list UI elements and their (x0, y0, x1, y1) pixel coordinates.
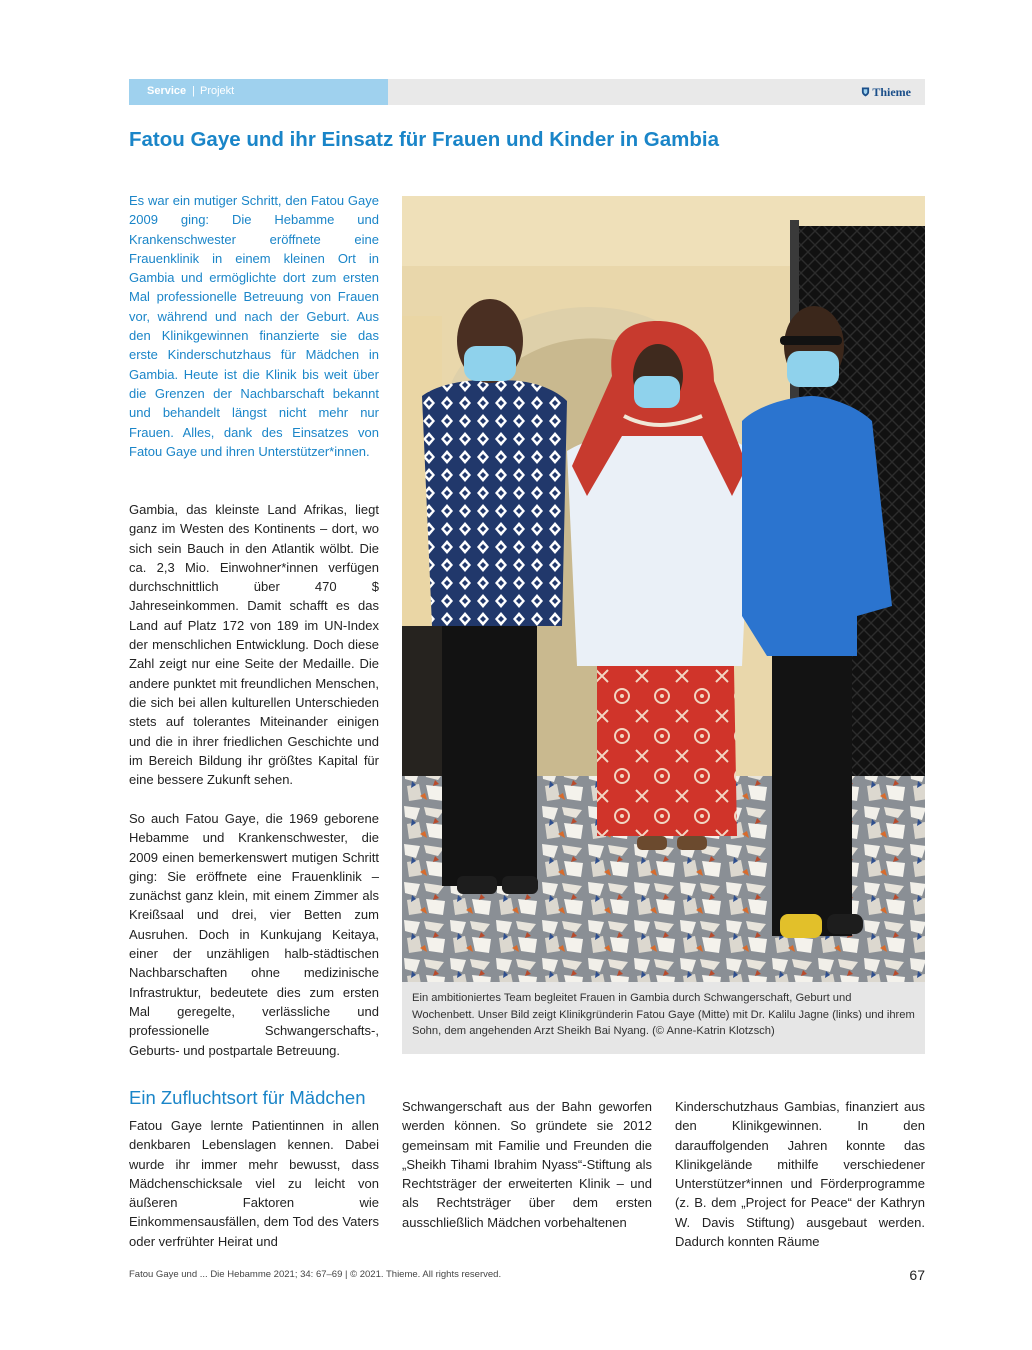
page-number: 67 (909, 1267, 925, 1283)
section-text-3: Kinderschutzhaus Gambias, finanziert aus den Klinikgewinnen. In den darauffolgenden Jahren konnte das Klinikgelände mithilfe verschiedener Unterstützer*innen und Förderprogramme (z. B. dem „Project for Peace“ der Kathryn W. Davis Stiftung) ausgebaut werden. Dadurch konnten Räume (675, 1099, 925, 1250)
section-column-1 (129, 1116, 379, 1251)
thieme-crest-icon (861, 86, 870, 98)
footer-citation: Fatou Gaye und ... Die Hebamme 2021; 34: 67–69 | © 2021. Thieme. All rights reserved. (129, 1269, 502, 1280)
header-separator: | (192, 85, 195, 97)
article-title: Fatou Gaye und ihr Einsatz für Frauen und Kinder in Gambia (129, 128, 720, 151)
header-section-tab (129, 79, 388, 105)
section-column-2 (402, 1097, 652, 1232)
lead-text: Es war ein mutiger Schritt, den Fatou Gaye 2009 ging: Die Hebamme und Krankenschwester eröffnete eine Frauenklinik in einem kleinen Ort in Gambia und ermöglichte dort zum ersten Mal professionelle Betreuung von Frauen vor, während und nach der Geburt. Aus den Klinikgewinnen finanzierte sie das erste Kinderschutzhaus für Mädchen in Gambia. Heute ist die Klinik bis weit über die Grenzen der Nachbarschaft bekannt und behandelt längst nicht mehr nur Frauen. Alles, dank des Einsatzes von Fatou Gaye und ihren Unterstützer*innen. (129, 193, 379, 459)
section-column-3 (675, 1097, 925, 1251)
section-text-1: Fatou Gaye lernte Patientinnen in allen denkbaren Lebenslagen kennen. Dabei wurde ihr immer mehr bewusst, dass Mädchenschicksale viel zu leicht von äußeren Faktoren wie Einkommensausfällen, dem Tod des Vaters oder verfrühter Heirat und (129, 1118, 379, 1249)
section-heading: Ein Zufluchtsort für Mädchen (129, 1087, 366, 1108)
publisher-name: Thieme (872, 84, 911, 99)
header-bar (129, 79, 925, 105)
header-section-label: Service (147, 85, 187, 97)
body-paragraph-2 (129, 809, 379, 1060)
header-subsection-label: Projekt (200, 85, 235, 97)
body-text-2: So auch Fatou Gaye, die 1969 geborene Hebamme und Krankenschwester, die 2009 einen bemerkenswert mutigen Schritt ging: Sie eröffnete eine Frauenklinik – zunächst ganz klein, mit einem Zimmer als Kreißsaal und drei, vier Betten zum Ausruhen. Doch in Kunkujang Keitaya, einer der unzähligen halb-städtischen Nachbarschaften ohne medizinische Infrastruktur, bedeutete dies zum ersten Mal geregelte, verlässliche und professionelle Schwangerschafts-, Geburts- und postpartale Betreuung. (129, 811, 379, 1058)
lead-paragraph (129, 191, 379, 461)
body-paragraph-1 (129, 500, 379, 789)
photo-caption: Ein ambitioniertes Team begleitet Frauen in Gambia durch Schwangerschaft, Geburt und Wochenbett. Unser Bild zeigt Klinikgründerin Fatou Gaye (Mitte) mit Dr. Kalilu Jagne (links) und ihrem Sohn, dem angehenden Arzt Sheikh Bai Nyang. (© Anne-Katrin Klotzsch) (402, 982, 925, 1054)
publisher-logo (861, 84, 911, 100)
body-text-1: Gambia, das kleinste Land Afrikas, liegt ganz im Westen des Kontinents – dort, wo sich sein Bauch in den Atlantik wölbt. Die ca. 2,3 Mio. Einwohner*innen verfügen durchschnittlich über 470 $ Jahreseinkommen. Damit schafft es das Land auf Platz 172 von 189 im UN-Index der menschlichen Entwicklung. Doch diese Zahl zeigt nur eine Seite der Medaille. Die andere punktet mit freundlichen Menschen, die sich bei allen kulturellen Unterschieden stets auf tolerantes Miteinander einigen und die in ihrer friedlichen Geschichte und im Bereich Bildung ihr größtes Kapital für eine bessere Zukunft sehen. (129, 502, 379, 788)
section-text-2: Schwangerschaft aus der Bahn geworfen werden können. So gründete sie 2012 gemeinsam mit Familie und Freunden die „Sheikh Tihami Ibrahim Nyass“-Stiftung als Rechtsträger der erweiterten Klinik – und als Rechtsträger über dem ersten ausschließlich Mädchen vorbehaltenen (402, 1099, 652, 1230)
team-photo (402, 196, 925, 982)
